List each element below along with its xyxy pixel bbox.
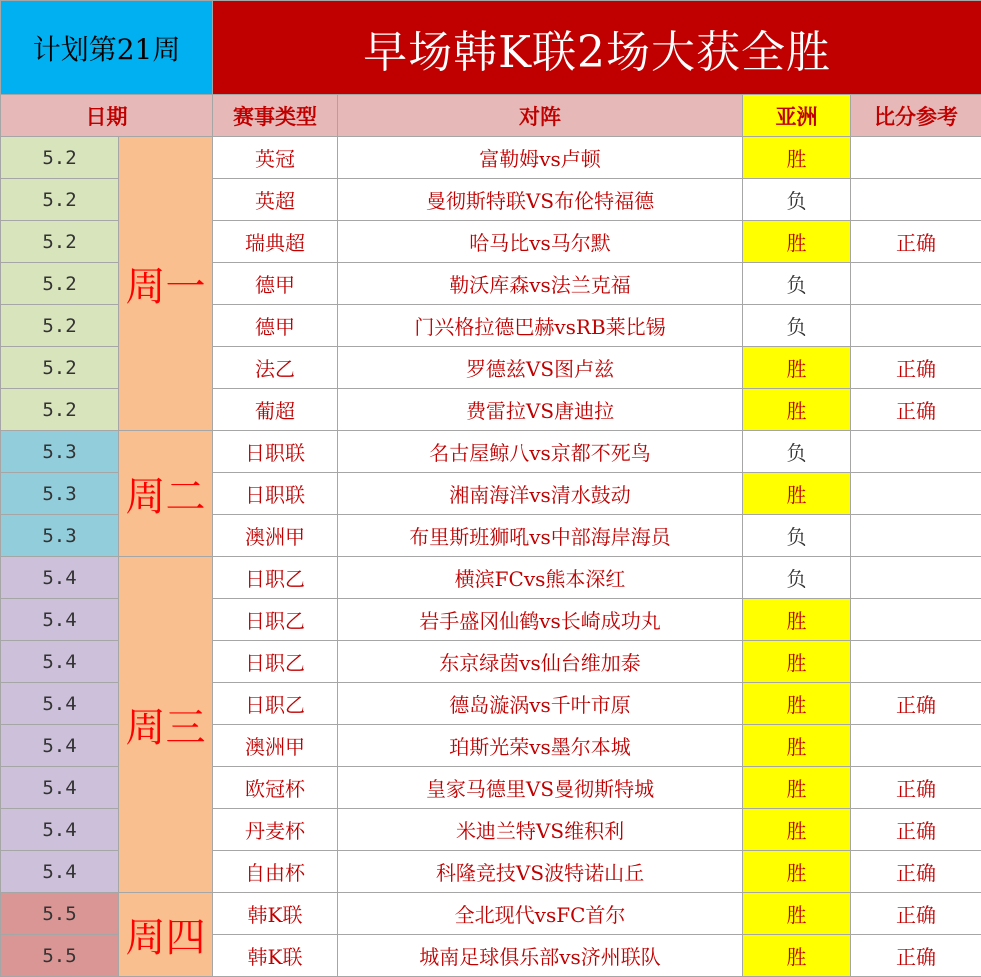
date-cell: 5.4 xyxy=(1,809,119,851)
col-header-match: 对阵 xyxy=(338,95,743,137)
score-ref-cell: 正确 xyxy=(851,935,981,977)
asia-result-cell: 胜 xyxy=(743,473,851,515)
table-row xyxy=(1,431,981,473)
match-cell: 岩手盛冈仙鹤vs长崎成功丸 xyxy=(338,599,743,641)
match-cell: 门兴格拉德巴赫vsRB莱比锡 xyxy=(338,305,743,347)
asia-result-cell: 胜 xyxy=(743,935,851,977)
type-cell: 日职乙 xyxy=(213,641,338,683)
match-cell: 罗德兹VS图卢兹 xyxy=(338,347,743,389)
col-header-date: 日期 xyxy=(1,95,213,137)
asia-result-cell: 负 xyxy=(743,263,851,305)
type-cell: 葡超 xyxy=(213,389,338,431)
match-cell: 米迪兰特VS维积利 xyxy=(338,809,743,851)
type-cell: 韩K联 xyxy=(213,935,338,977)
score-ref-cell: 正确 xyxy=(851,221,981,263)
date-cell: 5.2 xyxy=(1,347,119,389)
type-cell: 澳洲甲 xyxy=(213,515,338,557)
score-ref-cell: 正确 xyxy=(851,851,981,893)
date-cell: 5.4 xyxy=(1,851,119,893)
asia-result-cell: 负 xyxy=(743,305,851,347)
score-ref-cell xyxy=(851,725,981,767)
asia-result-cell: 胜 xyxy=(743,389,851,431)
asia-result-cell: 胜 xyxy=(743,641,851,683)
table-row xyxy=(1,557,981,599)
asia-result-cell: 负 xyxy=(743,557,851,599)
type-cell: 澳洲甲 xyxy=(213,725,338,767)
asia-result-cell: 胜 xyxy=(743,347,851,389)
table-row xyxy=(1,137,981,179)
date-cell: 5.5 xyxy=(1,935,119,977)
day-label-mon: 周一 xyxy=(119,137,213,431)
asia-result-cell: 胜 xyxy=(743,599,851,641)
match-cell: 哈马比vs马尔默 xyxy=(338,221,743,263)
match-cell: 科隆竞技VS波特诺山丘 xyxy=(338,851,743,893)
match-cell: 横滨FCvs熊本深红 xyxy=(338,557,743,599)
type-cell: 日职联 xyxy=(213,473,338,515)
match-cell: 曼彻斯特联VS布伦特福德 xyxy=(338,179,743,221)
match-cell: 德岛漩涡vs千叶市原 xyxy=(338,683,743,725)
score-ref-cell xyxy=(851,557,981,599)
date-cell: 5.2 xyxy=(1,179,119,221)
day-label-wed: 周三 xyxy=(119,557,213,893)
match-cell: 东京绿茵vs仙台维加泰 xyxy=(338,641,743,683)
asia-result-cell: 胜 xyxy=(743,893,851,935)
date-cell: 5.4 xyxy=(1,557,119,599)
score-ref-cell: 正确 xyxy=(851,347,981,389)
score-ref-cell xyxy=(851,431,981,473)
day-label-thu: 周四 xyxy=(119,893,213,977)
asia-result-cell: 胜 xyxy=(743,221,851,263)
date-cell: 5.4 xyxy=(1,641,119,683)
col-header-score: 比分参考 xyxy=(851,95,981,137)
type-cell: 日职乙 xyxy=(213,557,338,599)
type-cell: 德甲 xyxy=(213,263,338,305)
type-cell: 英超 xyxy=(213,179,338,221)
type-cell: 瑞典超 xyxy=(213,221,338,263)
score-ref-cell: 正确 xyxy=(851,893,981,935)
asia-result-cell: 胜 xyxy=(743,683,851,725)
date-cell: 5.4 xyxy=(1,599,119,641)
asia-result-cell: 胜 xyxy=(743,725,851,767)
date-cell: 5.4 xyxy=(1,725,119,767)
type-cell: 自由杯 xyxy=(213,851,338,893)
score-ref-cell xyxy=(851,263,981,305)
type-cell: 日职联 xyxy=(213,431,338,473)
score-ref-cell xyxy=(851,137,981,179)
score-ref-cell xyxy=(851,305,981,347)
match-cell: 名古屋鲸八vs京都不死鸟 xyxy=(338,431,743,473)
match-cell: 湘南海洋vs清水鼓动 xyxy=(338,473,743,515)
score-ref-cell: 正确 xyxy=(851,809,981,851)
date-cell: 5.2 xyxy=(1,137,119,179)
asia-result-cell: 胜 xyxy=(743,137,851,179)
col-header-asia: 亚洲 xyxy=(743,95,851,137)
date-cell: 5.2 xyxy=(1,389,119,431)
asia-result-cell: 胜 xyxy=(743,809,851,851)
asia-result-cell: 胜 xyxy=(743,767,851,809)
score-ref-cell xyxy=(851,641,981,683)
type-cell: 日职乙 xyxy=(213,683,338,725)
date-cell: 5.2 xyxy=(1,263,119,305)
type-cell: 日职乙 xyxy=(213,599,338,641)
score-ref-cell xyxy=(851,179,981,221)
day-label-tue: 周二 xyxy=(119,431,213,557)
type-cell: 英冠 xyxy=(213,137,338,179)
match-cell: 勒沃库森vs法兰克福 xyxy=(338,263,743,305)
type-cell: 法乙 xyxy=(213,347,338,389)
date-cell: 5.4 xyxy=(1,767,119,809)
date-cell: 5.5 xyxy=(1,893,119,935)
score-ref-cell: 正确 xyxy=(851,767,981,809)
date-cell: 5.3 xyxy=(1,473,119,515)
score-ref-cell xyxy=(851,515,981,557)
match-cell: 布里斯班狮吼vs中部海岸海员 xyxy=(338,515,743,557)
type-cell: 韩K联 xyxy=(213,893,338,935)
asia-result-cell: 负 xyxy=(743,179,851,221)
date-cell: 5.3 xyxy=(1,431,119,473)
score-ref-cell xyxy=(851,473,981,515)
match-cell: 皇家马德里VS曼彻斯特城 xyxy=(338,767,743,809)
date-cell: 5.4 xyxy=(1,683,119,725)
page-title: 早场韩K联2场大获全胜 xyxy=(213,1,981,95)
type-cell: 丹麦杯 xyxy=(213,809,338,851)
date-cell: 5.2 xyxy=(1,305,119,347)
type-cell: 欧冠杯 xyxy=(213,767,338,809)
match-cell: 费雷拉VS唐迪拉 xyxy=(338,389,743,431)
asia-result-cell: 负 xyxy=(743,515,851,557)
match-cell: 城南足球俱乐部vs济州联队 xyxy=(338,935,743,977)
date-cell: 5.3 xyxy=(1,515,119,557)
asia-result-cell: 负 xyxy=(743,431,851,473)
asia-result-cell: 胜 xyxy=(743,851,851,893)
match-cell: 珀斯光荣vs墨尔本城 xyxy=(338,725,743,767)
score-ref-cell: 正确 xyxy=(851,389,981,431)
col-header-type: 赛事类型 xyxy=(213,95,338,137)
match-cell: 全北现代vsFC首尔 xyxy=(338,893,743,935)
date-cell: 5.2 xyxy=(1,221,119,263)
type-cell: 德甲 xyxy=(213,305,338,347)
plan-label: 计划第21周 xyxy=(1,1,213,95)
score-ref-cell xyxy=(851,599,981,641)
score-ref-cell: 正确 xyxy=(851,683,981,725)
table-row xyxy=(1,893,981,935)
match-cell: 富勒姆vs卢顿 xyxy=(338,137,743,179)
